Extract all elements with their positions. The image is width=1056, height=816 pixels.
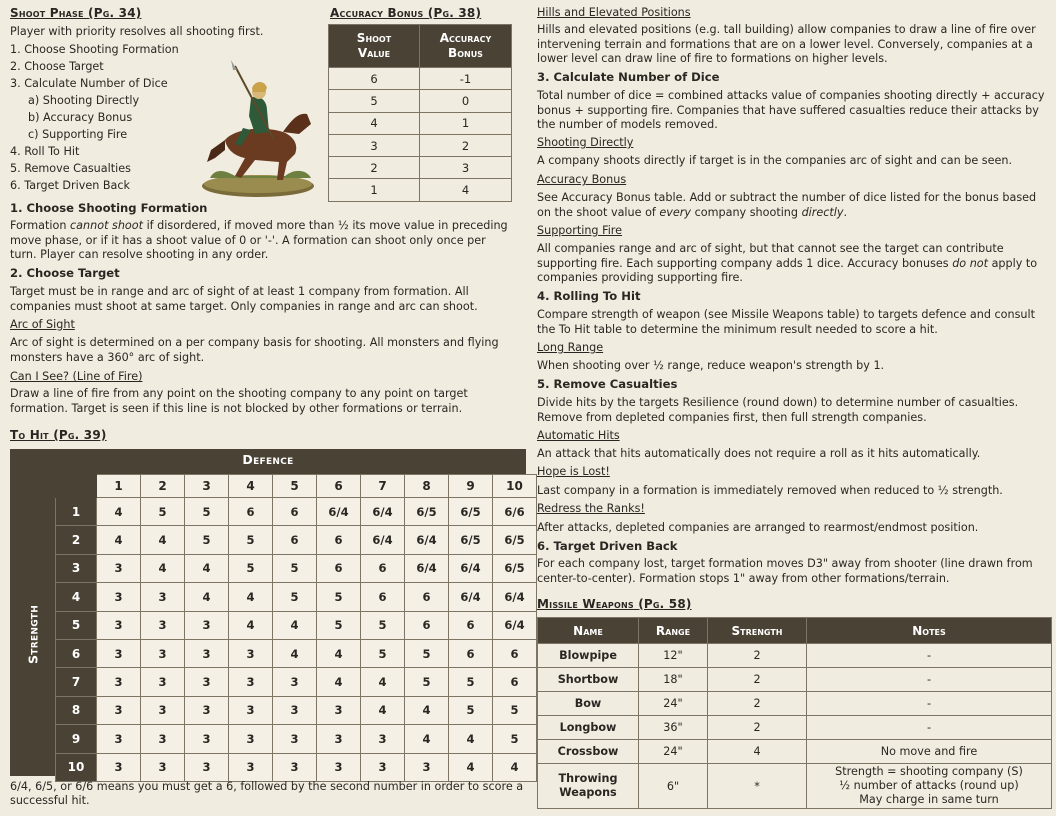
step1-text: Formation cannot shoot if disordered, if moved more than ½ its move value in preceding move phase, or if it has a shoot value of 0 or '-'. A formation can shoot only once per turn. Player can resolve shooting in any order. — [10, 219, 508, 262]
to-hit-cell: 6/5 — [493, 554, 537, 582]
to-hit-cell: 3 — [141, 639, 185, 667]
table-row — [56, 583, 537, 611]
to-hit-cell: 6/4 — [449, 554, 493, 582]
to-hit-cell: 6 — [229, 498, 273, 526]
hills-heading: Hills and Elevated Positions — [537, 6, 691, 19]
to-hit-cell: 6 — [317, 554, 361, 582]
step-subitem: b) Accuracy Bonus — [28, 111, 133, 124]
to-hit-cell: 3 — [185, 668, 229, 696]
shoot-value-cell: 2 — [329, 157, 420, 179]
long-range-text: When shooting over ½ range, reduce weapon's strength by 1. — [537, 359, 885, 372]
defence-col-header: 2 — [141, 475, 185, 498]
bonus-cell: 3 — [420, 157, 512, 179]
to-hit-cell: 4 — [97, 498, 141, 526]
to-hit-cell: 6/6 — [493, 498, 537, 526]
step4-text: Compare strength of weapon (see Missile Weapons table) to targets defence and consult the To Hit table to determine the minimum result needed to score a hit. — [537, 308, 1035, 336]
weapon-notes: - — [807, 692, 1052, 716]
defence-col-header: 6 — [317, 475, 361, 498]
strength-row-header: 5 — [56, 611, 97, 639]
table-row — [56, 526, 537, 554]
accuracy-row — [329, 112, 512, 134]
to-hit-cell: 4 — [317, 668, 361, 696]
defence-col-header: 7 — [361, 475, 405, 498]
to-hit-cell: 5 — [229, 554, 273, 582]
to-hit-cell: 4 — [273, 639, 317, 667]
step6-text: For each company lost, target formation moves D3" away from shooter (line drawn from center-to-center). Formation stops 1" away from other formations/terrain. — [537, 557, 1033, 585]
defence-col-header: 10 — [493, 475, 537, 498]
to-hit-cell: 3 — [229, 696, 273, 724]
to-hit-cell: 3 — [97, 639, 141, 667]
accuracy-bonus-heading: Accuracy Bonus — [537, 173, 627, 186]
weapon-strength: * — [708, 764, 807, 809]
missile-col-header: Strength — [708, 618, 807, 644]
to-hit-cell: 6 — [273, 526, 317, 554]
strength-row-header: 2 — [56, 526, 97, 554]
to-hit-cell: 3 — [185, 696, 229, 724]
to-hit-cell: 6/4 — [361, 526, 405, 554]
to-hit-cell: 4 — [493, 753, 537, 781]
to-hit-cell: 3 — [141, 725, 185, 753]
to-hit-cell: 4 — [141, 526, 185, 554]
to-hit-cell: 4 — [317, 639, 361, 667]
to-hit-cell: 4 — [229, 583, 273, 611]
weapon-notes: - — [807, 644, 1052, 668]
defence-col-header: 9 — [449, 475, 493, 498]
strength-row-header: 6 — [56, 639, 97, 667]
to-hit-cell: 6 — [449, 639, 493, 667]
to-hit-cell: 5 — [185, 498, 229, 526]
to-hit-cell: 3 — [229, 753, 273, 781]
weapon-range: 24" — [639, 740, 708, 764]
step2-heading: 2. Choose Target — [10, 266, 120, 280]
shoot-value-cell: 5 — [329, 90, 420, 112]
table-row — [538, 692, 1052, 716]
to-hit-cell: 3 — [185, 611, 229, 639]
bonus-cell: 4 — [420, 179, 512, 201]
missile-header-row — [538, 618, 1052, 644]
accuracy-col-shoot-value: Shoot Value — [329, 25, 420, 68]
to-hit-cell: 4 — [273, 611, 317, 639]
accuracy-row — [329, 68, 512, 90]
step3-heading: 3. Calculate Number of Dice — [537, 70, 720, 84]
to-hit-cell: 6/4 — [361, 498, 405, 526]
to-hit-cell: 3 — [97, 554, 141, 582]
accuracy-col-bonus: Accuracy Bonus — [420, 25, 512, 68]
to-hit-cell: 3 — [273, 696, 317, 724]
defence-col-header: 8 — [405, 475, 449, 498]
to-hit-cell: 4 — [405, 725, 449, 753]
step-subitem: c) Supporting Fire — [28, 128, 128, 141]
table-row — [56, 668, 537, 696]
shoot-value-cell: 1 — [329, 179, 420, 201]
to-hit-cell: 5 — [449, 668, 493, 696]
weapon-range: 18" — [639, 668, 708, 692]
to-hit-cell: 4 — [229, 611, 273, 639]
to-hit-cell: 3 — [97, 583, 141, 611]
missile-col-header: Notes — [807, 618, 1052, 644]
to-hit-cell: 6/4 — [449, 583, 493, 611]
to-hit-cell: 3 — [185, 639, 229, 667]
weapon-name: Crossbow — [538, 740, 639, 764]
step-item: 5. Remove Casualties — [10, 162, 131, 175]
to-hit-cell: 6/4 — [405, 526, 449, 554]
to-hit-cell: 4 — [141, 554, 185, 582]
to-hit-cell: 3 — [229, 668, 273, 696]
to-hit-cell: 3 — [141, 611, 185, 639]
table-row — [56, 611, 537, 639]
missile-table — [537, 617, 1052, 809]
to-hit-cell: 3 — [97, 668, 141, 696]
accuracy-title: Accuracy Bonus (Pg. 38) — [330, 6, 482, 20]
to-hit-cell: 5 — [361, 639, 405, 667]
missile-title: Missile Weapons (Pg. 58) — [537, 597, 692, 611]
to-hit-cell: 3 — [273, 668, 317, 696]
to-hit-cell: 3 — [317, 753, 361, 781]
defence-header-row — [56, 475, 537, 498]
to-hit-cell: 6/5 — [449, 526, 493, 554]
redress-ranks-heading: Redress the Ranks! — [537, 502, 645, 515]
to-hit-cell: 5 — [405, 668, 449, 696]
hope-is-lost-text: Last company in a formation is immediately removed when reduced to ½ strength. — [537, 484, 1003, 497]
to-hit-cell: 5 — [229, 526, 273, 554]
to-hit-cell: 3 — [361, 725, 405, 753]
shooting-directly-heading: Shooting Directly — [537, 136, 634, 149]
to-hit-cell: 3 — [317, 696, 361, 724]
line-of-fire-heading: Can I See? (Line of Fire) — [10, 370, 143, 383]
to-hit-cell: 4 — [185, 554, 229, 582]
table-row — [538, 764, 1052, 809]
arc-of-sight-heading: Arc of Sight — [10, 318, 75, 331]
to-hit-cell: 4 — [97, 526, 141, 554]
to-hit-cell: 5 — [449, 696, 493, 724]
to-hit-cell: 6 — [317, 526, 361, 554]
to-hit-cell: 4 — [185, 583, 229, 611]
to-hit-cell: 6 — [493, 668, 537, 696]
to-hit-cell: 6/5 — [405, 498, 449, 526]
step5-heading: 5. Remove Casualties — [537, 377, 678, 391]
shoot-phase-title: Shoot Phase (Pg. 34) — [10, 6, 142, 20]
supporting-fire-heading: Supporting Fire — [537, 224, 623, 237]
to-hit-cell: 5 — [185, 526, 229, 554]
table-row — [538, 644, 1052, 668]
table-row — [538, 740, 1052, 764]
hills-text: Hills and elevated positions (e.g. tall building) allow companies to draw a line of fire over intervening terrain and formations that are on a lower level. Conversely, companies at a lower level can draw line of fire to formations on higher levels. — [537, 23, 1036, 66]
defence-col-header: 1 — [97, 475, 141, 498]
table-row — [56, 753, 537, 781]
to-hit-cell: 6/4 — [493, 583, 537, 611]
weapon-strength: 4 — [708, 740, 807, 764]
step-subitem: a) Shooting Directly — [28, 94, 140, 107]
bonus-cell: 1 — [420, 112, 512, 134]
to-hit-note: 6/4, 6/5, or 6/6 means you must get a 6, followed by the second number in order to score a successful hit. — [10, 780, 524, 808]
automatic-hits-text: An attack that hits automatically does not require a roll as it hits automatically. — [537, 447, 981, 460]
to-hit-cell: 3 — [141, 583, 185, 611]
weapon-range: 36" — [639, 716, 708, 740]
to-hit-cell: 3 — [317, 725, 361, 753]
to-hit-title: To Hit (Pg. 39) — [10, 428, 107, 442]
step-item: 3. Calculate Number of Dice — [10, 77, 168, 90]
supporting-fire-text: All companies range and arc of sight, but that cannot see the target can contribute supporting fire. Each supporting company adds 1 dice. Accuracy bonuses do not apply to companies providing supporting fire. — [537, 242, 1038, 285]
strength-row-header: 4 — [56, 583, 97, 611]
weapon-notes: No move and fire — [807, 740, 1052, 764]
to-hit-cell: 3 — [97, 753, 141, 781]
weapon-strength: 2 — [708, 716, 807, 740]
to-hit-cell: 6/4 — [405, 554, 449, 582]
to-hit-cell: 6 — [361, 554, 405, 582]
table-row — [56, 639, 537, 667]
to-hit-cell: 6/4 — [493, 611, 537, 639]
arc-of-sight-text: Arc of sight is determined on a per company basis for shooting. All monsters and flying monsters have a 360° arc of sight. — [10, 336, 499, 364]
weapon-notes: Strength = shooting company (S) ½ number of attacks (round up) May charge in same turn — [807, 764, 1052, 809]
step4-heading: 4. Rolling To Hit — [537, 289, 641, 303]
to-hit-cell: 3 — [141, 696, 185, 724]
to-hit-cell: 6 — [405, 611, 449, 639]
weapon-notes: - — [807, 668, 1052, 692]
to-hit-cell: 6 — [405, 583, 449, 611]
strength-row-header: 7 — [56, 668, 97, 696]
to-hit-cell: 3 — [185, 725, 229, 753]
bonus-cell: -1 — [420, 68, 512, 90]
to-hit-cell: 3 — [141, 753, 185, 781]
shoot-value-cell: 4 — [329, 112, 420, 134]
bonus-cell: 0 — [420, 90, 512, 112]
missile-col-header: Range — [639, 618, 708, 644]
table-row — [56, 554, 537, 582]
weapon-range: 6" — [639, 764, 708, 809]
to-hit-cell: 6 — [449, 611, 493, 639]
to-hit-cell: 3 — [229, 725, 273, 753]
defence-col-header: 4 — [229, 475, 273, 498]
accuracy-row — [329, 90, 512, 112]
to-hit-cell: 4 — [405, 696, 449, 724]
to-hit-cell: 6 — [361, 583, 405, 611]
to-hit-cell: 5 — [405, 639, 449, 667]
accuracy-row — [329, 157, 512, 179]
step6-heading: 6. Target Driven Back — [537, 539, 678, 553]
automatic-hits-heading: Automatic Hits — [537, 429, 620, 442]
to-hit-cell: 6/5 — [449, 498, 493, 526]
strength-row-header: 8 — [56, 696, 97, 724]
step-item: 2. Choose Target — [10, 60, 104, 73]
strength-label: Strength — [25, 604, 41, 665]
shoot-value-cell: 3 — [329, 134, 420, 156]
weapon-name: Shortbow — [538, 668, 639, 692]
line-of-fire-text: Draw a line of fire from any point on the shooting company to any point on target formation. Target is seen if this line is not blocked by other formations or terrain. — [10, 387, 468, 415]
to-hit-cell: 3 — [361, 753, 405, 781]
to-hit-cell: 3 — [97, 611, 141, 639]
weapon-name: Longbow — [538, 716, 639, 740]
to-hit-cell: 5 — [273, 554, 317, 582]
to-hit-cell: 3 — [405, 753, 449, 781]
to-hit-cell: 3 — [229, 639, 273, 667]
accuracy-row — [329, 179, 512, 201]
mounted-archer-icon — [195, 58, 325, 200]
to-hit-cell: 5 — [493, 725, 537, 753]
weapon-name: Blowpipe — [538, 644, 639, 668]
accuracy-bonus-text: See Accuracy Bonus table. Add or subtract the number of dice listed for the bonus based on the shoot value of every company shooting directly. — [537, 191, 1037, 219]
defence-col-header: 3 — [185, 475, 229, 498]
shoot-intro: Player with priority resolves all shooting first. — [10, 25, 264, 38]
to-hit-cell: 4 — [361, 696, 405, 724]
step3-text: Total number of dice = combined attacks value of companies shooting directly + accuracy bonus + supporting fire. Companies that have suffered casualties reduce their attacks by the number of models removed. — [537, 89, 1045, 132]
to-hit-cell: 4 — [449, 725, 493, 753]
to-hit-cell: 4 — [361, 668, 405, 696]
weapon-range: 12" — [639, 644, 708, 668]
weapon-name: Bow — [538, 692, 639, 716]
missile-col-header: Name — [538, 618, 639, 644]
hope-is-lost-heading: Hope is Lost! — [537, 465, 610, 478]
to-hit-cell: 3 — [97, 696, 141, 724]
weapon-strength: 2 — [708, 644, 807, 668]
strength-row-header: 1 — [56, 498, 97, 526]
weapon-name-throwing: Throwing Weapons — [538, 764, 639, 809]
to-hit-cell: 5 — [141, 498, 185, 526]
redress-ranks-text: After attacks, depleted companies are arranged to rearmost/endmost position. — [537, 521, 979, 534]
weapon-strength: 2 — [708, 692, 807, 716]
accuracy-row — [329, 134, 512, 156]
table-row — [538, 716, 1052, 740]
to-hit-cell: 3 — [185, 753, 229, 781]
table-row — [56, 498, 537, 526]
to-hit-cell: 3 — [97, 725, 141, 753]
to-hit-cell: 5 — [361, 611, 405, 639]
strength-row-header: 9 — [56, 725, 97, 753]
defence-label: Defence — [242, 452, 294, 467]
step2-text: Target must be in range and arc of sight of at least 1 company from formation. All companies must shoot at same target. Only companies in range and arc can shoot. — [10, 285, 478, 313]
step-item: 4. Roll To Hit — [10, 145, 80, 158]
strength-row-header: 3 — [56, 554, 97, 582]
to-hit-table — [55, 474, 537, 782]
long-range-heading: Long Range — [537, 341, 604, 354]
to-hit-cell: 3 — [273, 725, 317, 753]
strength-row-header: 10 — [56, 753, 97, 781]
steps-list — [10, 43, 179, 196]
to-hit-cell: 5 — [493, 696, 537, 724]
defence-col-header: 5 — [273, 475, 317, 498]
table-row — [56, 725, 537, 753]
to-hit-cell: 5 — [317, 611, 361, 639]
step-item: 1. Choose Shooting Formation — [10, 43, 179, 56]
shoot-value-cell: 6 — [329, 68, 420, 90]
to-hit-cell: 6/5 — [493, 526, 537, 554]
to-hit-cell: 6 — [493, 639, 537, 667]
table-row — [538, 668, 1052, 692]
to-hit-cell: 4 — [449, 753, 493, 781]
accuracy-table — [328, 24, 512, 202]
step-item: 6. Target Driven Back — [10, 179, 131, 192]
to-hit-cell: 6/4 — [317, 498, 361, 526]
table-row — [56, 696, 537, 724]
weapon-range: 24" — [639, 692, 708, 716]
step5-text: Divide hits by the targets Resilience (round down) to determine number of casualties. Remove from depleted companies first, then full strength companies. — [537, 396, 1019, 424]
to-hit-cell: 5 — [273, 583, 317, 611]
to-hit-cell: 3 — [273, 753, 317, 781]
bonus-cell: 2 — [420, 134, 512, 156]
to-hit-cell: 6 — [273, 498, 317, 526]
to-hit-cell: 3 — [141, 668, 185, 696]
step1-heading: 1. Choose Shooting Formation — [10, 201, 208, 215]
shooting-directly-text: A company shoots directly if target is in the companies arc of sight and can be seen. — [537, 154, 1012, 167]
weapon-notes: - — [807, 716, 1052, 740]
weapon-strength: 2 — [708, 668, 807, 692]
to-hit-cell: 5 — [317, 583, 361, 611]
